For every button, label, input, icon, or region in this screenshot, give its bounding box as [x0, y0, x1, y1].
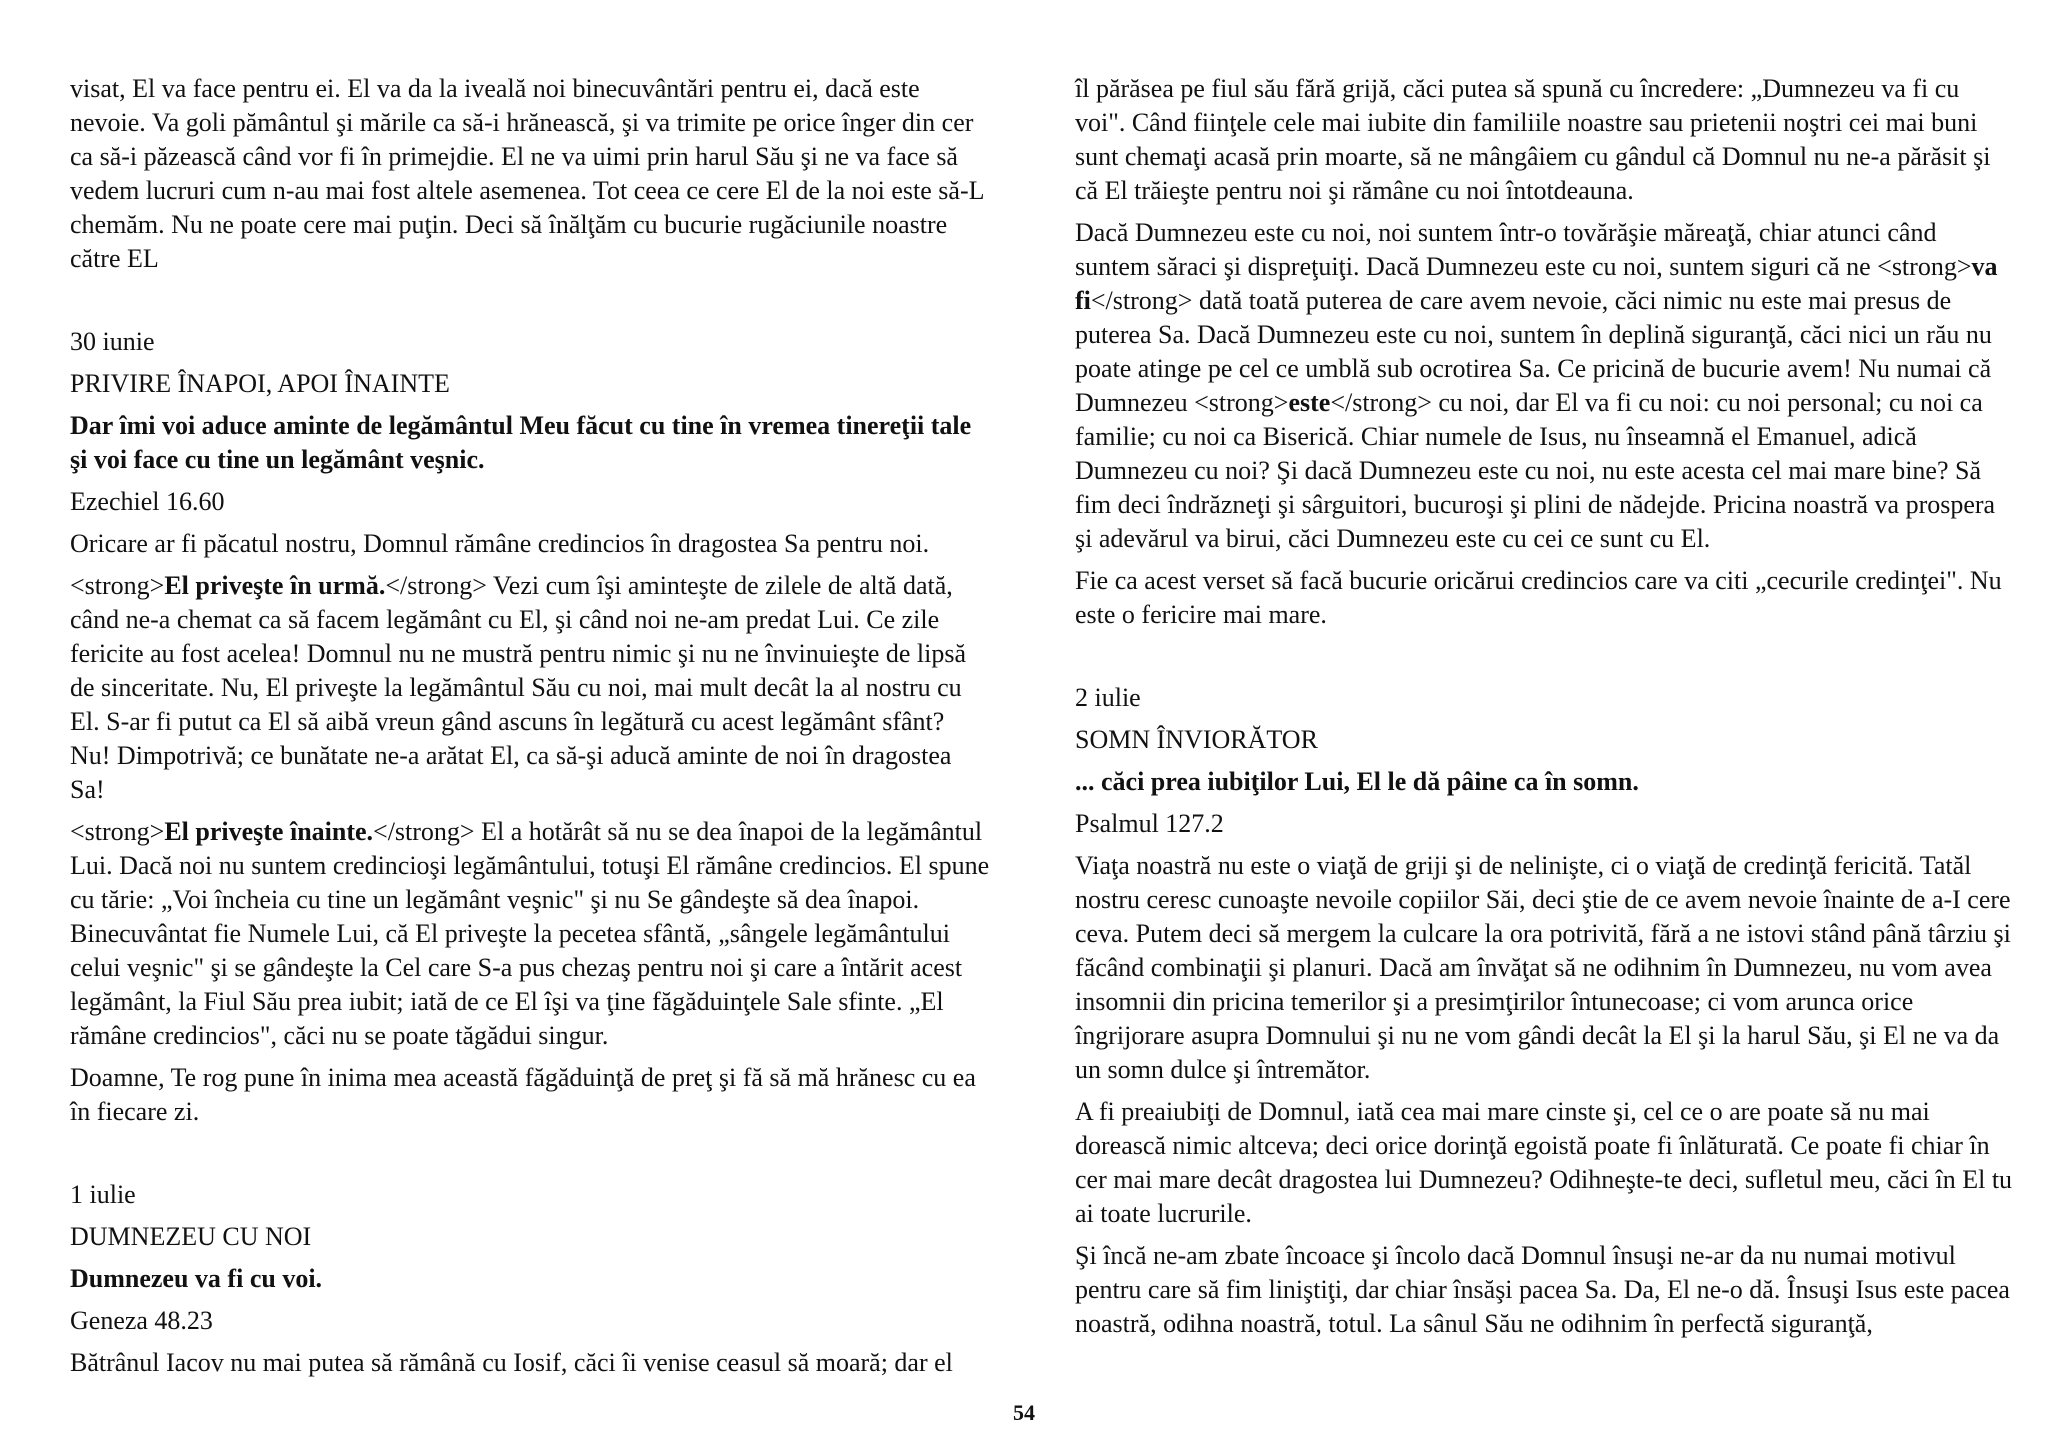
body-paragraph: Viaţa noastră nu este o viaţă de griji şi de nelinişte, ci o viaţă de credinţă fericită. Tatăl nostru ceresc cunoaşte nevoile copiilor Săi, deci ştie de ce avem nevoie înainte de a-I cere ceva. Putem deci să mergem la culcare la ora potrivită, fără a ne istovi stând până târziu şi făcând combinaţii şi planuri. Dacă am învăţat să ne odihnim în Dumnezeu, nu vom avea insomnii din pricina temerilor şi a presimţirilor întunecoase; ci vom arunca orice îngrijorare asupra Domnului şi nu ne vom gândi decât la El şi la harul Său, şi El ne va da un somn dulce şi întremător.: [1075, 851, 2011, 1084]
verse-reference: Psalmul 127.2: [1075, 809, 1224, 838]
paragraph-text: </strong> dată toată puterea de care avem nevoie, căci nimic nu este mai presus de puterea Sa. Dacă Dumnezeu este cu noi, suntem în deplină siguranţă, căci nici un rău nu poate atinge pe cel ce umblă sub ocrotirea Sa. Ce pricină de bucurie avem! Nu numai că Dumnezeu <strong>: [1075, 286, 1992, 417]
body-paragraph: Bătrânul Iacov nu mai putea să rămână cu Iosif, căci îi venise ceasul să moară; dar el: [70, 1348, 953, 1377]
bold-phrase: va fi: [1075, 252, 1998, 315]
body-paragraph: Fie ca acest verset să facă bucurie oricărui credincios care va citi „cecurile credinţei". Nu este o fericire mai mare.: [1075, 566, 2002, 629]
continued-paragraph: visat, El va face pentru ei. El va da la iveală noi binecuvântări pentru ei, dacă este nevoie. Va goli pământul şi mările ca să-i hrănească, şi va trimite pe orice înger din cer ca să-i păzească când vor fi în primejdie. El ne va uimi prin harul Său şi ne va face să vedem lucruri cum n-au mai fost altele asemenea. Tot ceea ce cere El de la noi este să-L chemăm. Nu ne poate cere mai puţin. Deci să înălţăm cu bucurie rugăciunile noastre către EL: [70, 74, 984, 273]
verse-text: Dumnezeu va fi cu voi.: [70, 1264, 323, 1293]
verse-reference: Ezechiel 16.60: [70, 487, 225, 516]
entry-date: 30 iunie: [70, 327, 155, 356]
bold-phrase: El priveşte înainte.: [164, 817, 374, 846]
entry-verse: [1075, 765, 2015, 799]
entry-title: PRIVIRE ÎNAPOI, APOI ÎNAINTE: [70, 369, 450, 398]
verse-text: Dar îmi voi aduce aminte de legământul Meu făcut cu tine în vremea tinereţii tale şi voi face cu tine un legământ veşnic.: [70, 411, 972, 474]
body-paragraph: [1075, 216, 2015, 556]
entry-verse: [70, 409, 990, 477]
body-paragraph: A fi preaiubiţi de Domnul, iată cea mai mare cinste şi, cel ce o are poate să nu mai dorească nimic altceva; deci orice dorinţă egoistă poate fi înlăturată. Ce poate fi chiar în cer mai mare decât dragostea lui Dumnezeu? Odihneşte-te deci, sufletul meu, căci în El tu ai toate lucrurile.: [1075, 1097, 2013, 1228]
tag-text: <strong>: [70, 817, 165, 846]
entry-date: 1 iulie: [70, 1180, 136, 1209]
continued-paragraph: îl părăsea pe fiul său fără grijă, căci putea să spună cu încredere: „Dumnezeu va fi cu voi". Când fiinţele cele mai iubite din familiile noastre sau prietenii noştri cei mai buni sunt chemaţi acasă prin moarte, să ne mângâiem cu gândul că Domnul nu ne-a părăsit şi că El trăieşte pentru noi şi rămâne cu noi întotdeauna.: [1075, 74, 1991, 205]
tag-text: <strong>: [70, 571, 165, 600]
entry-title: SOMN ÎNVIORĂTOR: [1075, 725, 1318, 754]
verse-text: ... căci prea iubiţilor Lui, El le dă pâine ca în somn.: [1075, 767, 1639, 796]
paragraph-text: Dacă Dumnezeu este cu noi, noi suntem într-o tovărăşie măreaţă, chiar atunci când suntem săraci şi dispreţuiţi. Dacă Dumnezeu este cu noi, suntem siguri că ne <strong>: [1075, 218, 1972, 281]
prayer-paragraph: Doamne, Te rog pune în inima mea această făgăduinţă de preţ şi fă să mă hrănesc cu ea în fiecare zi.: [70, 1063, 976, 1126]
verse-reference: Geneza 48.23: [70, 1306, 213, 1335]
body-paragraph: [70, 815, 990, 1053]
paragraph-text: </strong> El a hotărât să nu se dea înapoi de la legământul Lui. Dacă noi nu suntem credincioşi legământului, totuşi El rămâne credincios. El spune cu tărie: „Voi încheia cu tine un legământ veşnic" şi nu Se gândeşte să dea înapoi. Binecuvântat fie Numele Lui, că El priveşte la pecetea sfântă, „sângele legământului celui veşnic" şi se gândeşte la Cel care S-a pus chezaş pentru noi şi care a întărit acest legământ, la Fiul Său prea iubit; iată de ce El îşi va ţine făgăduinţele Sale sfinte. „El rămâne credincios", căci nu se poate tăgădui singur.: [70, 817, 990, 1050]
body-paragraph: Şi încă ne-am zbate încoace şi încolo dacă Domnul însuşi ne-ar da nu numai motivul pentru care să fim liniştiţi, dar chiar însăşi pacea Sa. Da, El ne-o dă. Însuşi Isus este pacea noastră, odihna noastră, totul. La sânul Său ne odihnim în perfectă siguranţă,: [1075, 1241, 2010, 1338]
paragraph-text: </strong> cu noi, dar El va fi cu noi: cu noi personal; cu noi ca familie; cu noi ca Biserică. Chiar numele de Isus, nu înseamnă el Emanuel, adică Dumnezeu cu noi? Şi dacă Dumnezeu este cu noi, nu este acesta cel mai mare bine? Să fim deci îndrăzneţi şi sârguitori, bucuroşi şi plini de nădejde. Pricina noastră va prospera şi adevărul va birui, căci Dumnezeu este cu cei ce sunt cu El.: [1075, 388, 1996, 553]
bold-phrase: este: [1288, 388, 1331, 417]
entry-date: 2 iulie: [1075, 683, 1141, 712]
right-column: [1075, 72, 2015, 1341]
entry-title: DUMNEZEU CU NOI: [70, 1222, 312, 1251]
page-number: 54: [1013, 1400, 1035, 1425]
bold-phrase: El priveşte în urmă.: [164, 571, 386, 600]
paragraph-text: </strong> Vezi cum îşi aminteşte de zilele de altă dată, când ne-a chemat ca să facem legământ cu El, şi când noi ne-am predat Lui. Ce zile fericite au fost acelea! Domnul nu ne mustră pentru nimic şi nu ne învinuieşte de lipsă de sinceritate. Nu, El priveşte la legământul Său cu noi, mai mult decât la al nostru cu El. S-ar fi putut ca El să aibă vreun gând ascuns în legătură cu acest legământ sfânt? Nu! Dimpotrivă; ce bunătate ne-a arătat El, ca să-şi aducă aminte de noi în dragostea Sa!: [70, 571, 967, 804]
entry-verse: [70, 1262, 990, 1296]
body-paragraph: [70, 569, 990, 807]
body-paragraph: Oricare ar fi păcatul nostru, Domnul rămâne credincios în dragostea Sa pentru noi.: [70, 529, 930, 558]
left-column: [70, 72, 990, 1380]
